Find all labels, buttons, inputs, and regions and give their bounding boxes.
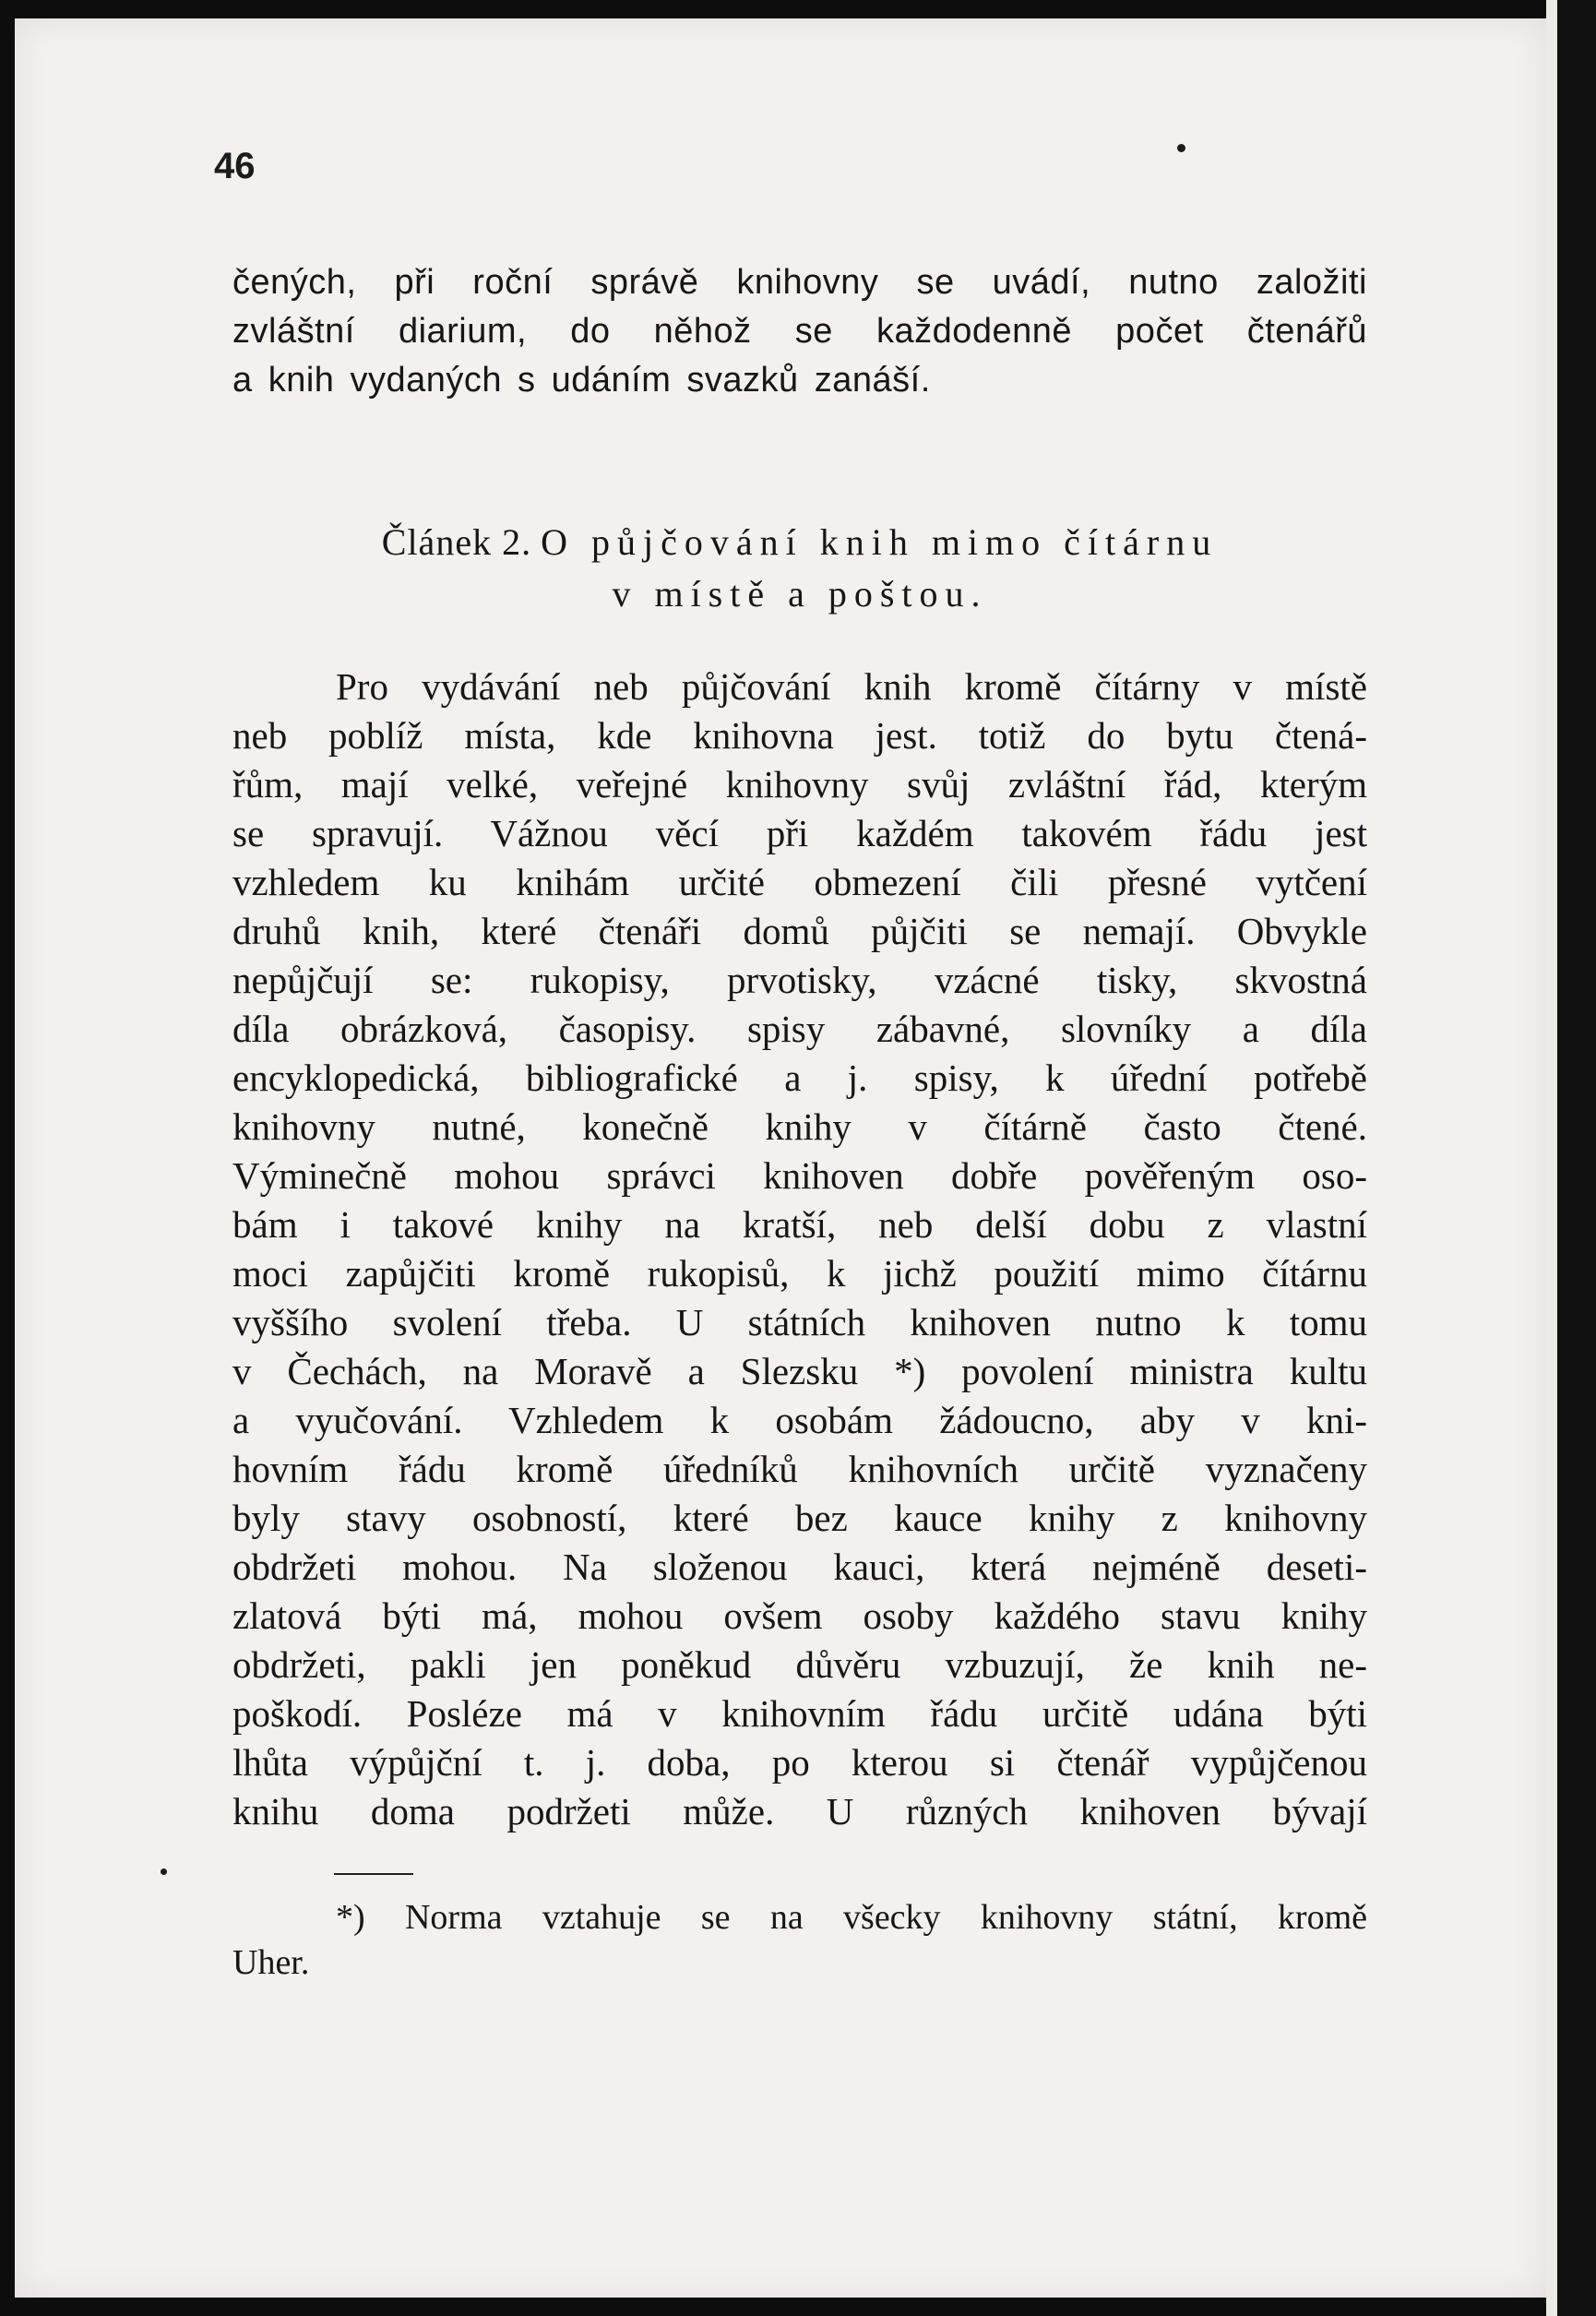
ink-speck bbox=[161, 1868, 167, 1875]
intro-line: čených, při roční správě knihovny se uvádí, nutno založiti bbox=[232, 263, 1367, 302]
body-line: se spravují. Vážnou věcí při každém takovém řádu jest bbox=[232, 812, 1367, 854]
footnote-line: *) Norma vztahuje se na všecky knihovny státní, kromě bbox=[336, 1898, 1367, 1937]
body-line: nepůjčují se: rukopisy, prvotisky, vzácné tisky, skvostná bbox=[232, 959, 1367, 1001]
body-line: zlatová býti má, mohou ovšem osoby každého stavu knihy bbox=[232, 1594, 1367, 1637]
body-line: obdržeti, pakli jen poněkud důvěru vzbuzují, že knih ne- bbox=[232, 1643, 1367, 1686]
body-paragraph bbox=[232, 663, 1367, 1836]
intro-line: zvláštní diarium, do něhož se každodenně počet čtenářů bbox=[232, 312, 1367, 351]
heading-title-part1: O půjčování knih mimo čítárnu bbox=[541, 521, 1219, 563]
body-line: Výminečně mohou správci knihoven dobře pověřeným oso- bbox=[232, 1154, 1367, 1197]
body-line: lhůta výpůjční t. j. doba, po kterou si čtenář vypůjčenou bbox=[232, 1741, 1367, 1784]
body-line: řům, mají velké, veřejné knihovny svůj zvláštní řád, kterým bbox=[232, 763, 1367, 806]
body-line: poškodí. Posléze má v knihovním řádu určitě udána býti bbox=[232, 1692, 1367, 1735]
section-heading bbox=[232, 517, 1367, 620]
body-line: moci zapůjčiti kromě rukopisů, k jichž použití mimo čítárnu bbox=[232, 1252, 1367, 1295]
body-line: encyklopedická, bibliografické a j. spisy, k úřední potřebě bbox=[232, 1057, 1367, 1099]
heading-title-part2: v místě a poštou. bbox=[612, 573, 988, 615]
footnote-divider bbox=[334, 1873, 413, 1875]
ink-speck bbox=[1177, 144, 1185, 152]
body-line: neb poblíž místa, kde knihovna jest. totiž do bytu čtená- bbox=[232, 714, 1367, 757]
body-line: a vyučování. Vzhledem k osobám žádoucno, aby v kni- bbox=[232, 1399, 1367, 1441]
body-line: bám i takové knihy na kratší, neb delší dobu z vlastní bbox=[232, 1203, 1367, 1246]
heading-prefix: Článek 2. bbox=[381, 521, 532, 563]
intro-line: a knih vydaných s udáním svazků zanáší. bbox=[232, 361, 931, 400]
page-edge bbox=[1546, 0, 1596, 2316]
footnote bbox=[232, 1895, 1367, 1986]
heading-row-1 bbox=[232, 517, 1367, 568]
body-line: v Čechách, na Moravě a Slezsku *) povolení ministra kultu bbox=[232, 1350, 1367, 1392]
body-line: byly stavy osobností, které bez kauce knihy z knihovny bbox=[232, 1497, 1367, 1539]
body-line: vyššího svolení třeba. U státních knihoven nutno k tomu bbox=[232, 1301, 1367, 1343]
body-line: knihovny nutné, konečně knihy v čítárně často čtené. bbox=[232, 1105, 1367, 1148]
body-line: hovním řádu kromě úředníků knihovních určitě vyznačeny bbox=[232, 1448, 1367, 1490]
body-line: knihu doma podržeti může. U různých knihoven bývají bbox=[232, 1790, 1367, 1833]
footnote-line: Uher. bbox=[232, 1943, 310, 1982]
body-line: druhů knih, které čtenáři domů půjčiti se nemají. Obvykle bbox=[232, 910, 1367, 952]
body-line: Pro vydávání neb půjčování knih kromě čítárny v místě bbox=[336, 665, 1367, 708]
body-line: vzhledem ku knihám určité obmezení čili přesné vytčení bbox=[232, 861, 1367, 903]
page-edge-strip bbox=[1546, 0, 1557, 2316]
intro-paragraph bbox=[232, 258, 1367, 405]
body-line: obdržeti mohou. Na složenou kauci, která nejméně deseti- bbox=[232, 1546, 1367, 1588]
body-line: díla obrázková, časopisy. spisy zábavné, slovníky a díla bbox=[232, 1008, 1367, 1050]
page-number: 46 bbox=[214, 146, 256, 186]
